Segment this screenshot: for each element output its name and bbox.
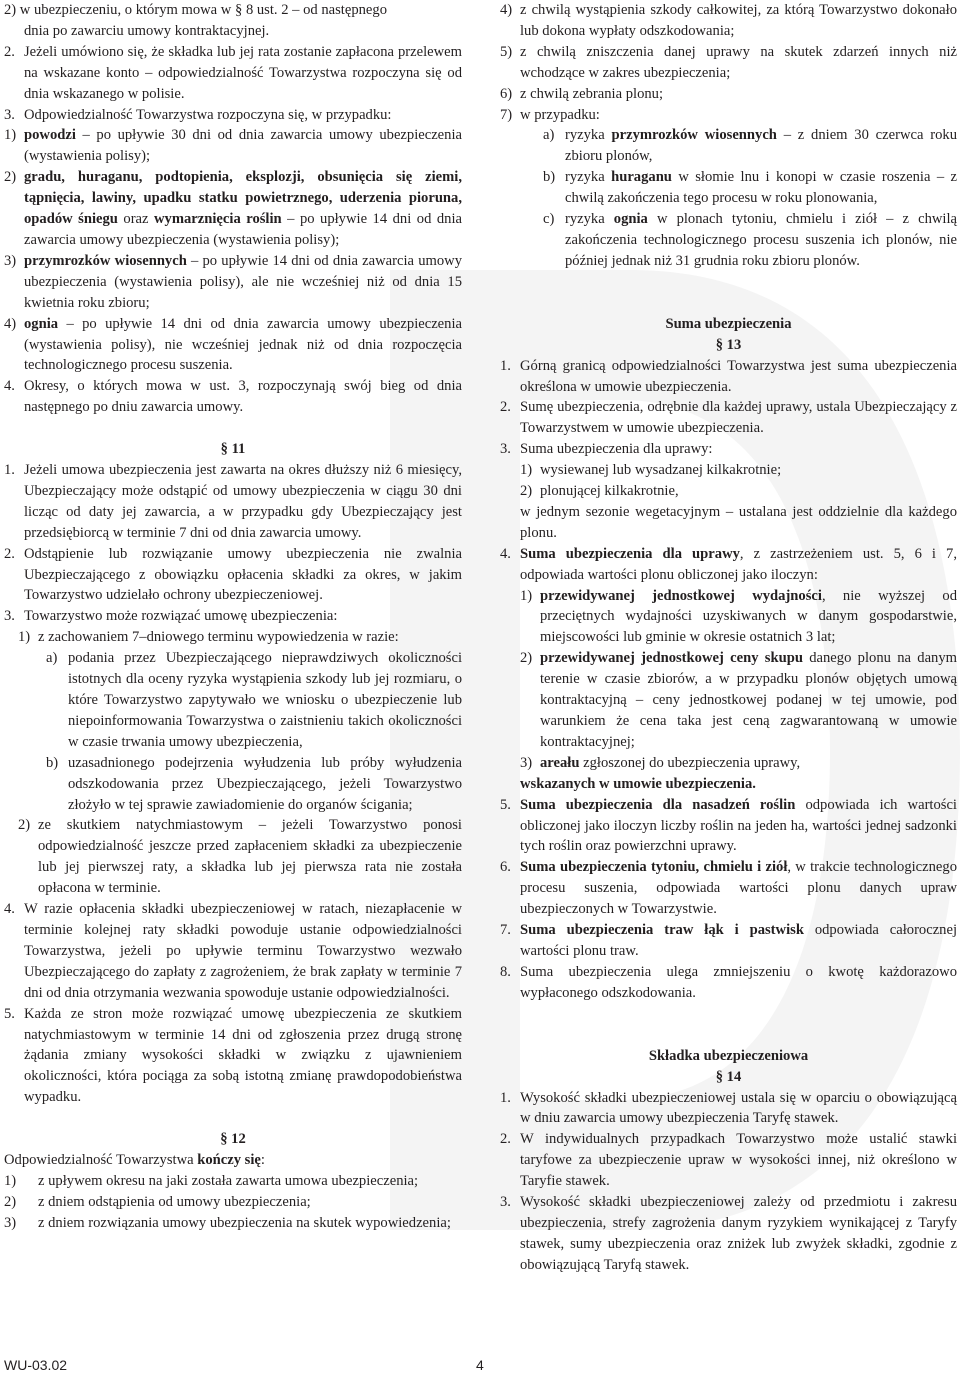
paragraph: 5. Suma ubezpieczenia dla nasadzeń roślin odpowiada ich wartości obliczonej jako iloczyn liczby roślin na jeden ha, wartości jednej sadzonki tych roślin oraz powierzchni uprawy. <box>500 796 957 855</box>
list-item: 1) powodzi – po upływie 30 dni od dnia zawarcia umowy ubezpieczenia (wystawienia polisy); <box>4 127 462 165</box>
list-item: b) uzasadnionego podejrzenia wyłudzenia lub próby wyłudzenia odszkodowania przez Ubezpieczającego, jeżeli Towarzystwo złożyło w tej sprawie zawiadomienie do organów ścigania; <box>46 754 462 813</box>
list-item: dnia po zawarciu umowy kontraktacyjnej. <box>24 22 270 39</box>
list-item: 1) wysiewanej lub wysadzanej kilkakrotnie; <box>520 462 782 479</box>
section-number: § 12 <box>220 1131 246 1148</box>
section-heading: Suma ubezpieczenia <box>665 315 792 332</box>
list-item: 7) w przypadku: <box>500 106 600 123</box>
paragraph: 2. Sumę ubezpieczenia, odrębnie dla każdej uprawy, ustala Ubezpieczający z Towarzystwem w umowie ubezpieczenia. <box>500 399 957 437</box>
paragraph: Odpowiedzialność Towarzystwa kończy się: <box>4 1152 265 1169</box>
list-item: 2) plonującej kilkakrotnie, <box>520 483 679 500</box>
paragraph: w jednym sezonie wegetacyjnym – ustalana jest oddzielnie dla każdego plonu. <box>520 503 957 541</box>
list-item: 2) ze skutkiem natychmiastowym – jeżeli Towarzystwo ponosi odpowiedzialność jeszcze przed zapłaceniem składki za ubezpieczenie lub jej pierwszej raty, a składka lub jej pierwsza rata nie została opłacona w terminie. <box>18 817 462 897</box>
section-heading: Składka ubezpieczeniowa <box>648 1047 809 1064</box>
paragraph: 3. Odpowiedzialność Towarzystwa rozpoczyna się, w przypadku: <box>4 106 392 123</box>
list-item: a) ryzyka przymrozków wiosennych – z dniem 30 czerwca roku zbioru plonów, <box>543 127 957 165</box>
section-number: § 14 <box>715 1068 742 1085</box>
list-item: 4) ognia – po upływie 14 dni od dnia zawarcia umowy ubezpieczenia (wystawienia polisy), nie wcześniej jednak niż od dnia rozpoczęcia technologicznego procesu suszenia. <box>4 315 462 374</box>
paragraph: 4. Suma ubezpieczenia dla uprawy, z zastrzeżeniem ust. 5, 6 i 7, odpowiada wartości plonu obliczonej jako iloczyn: <box>500 545 957 583</box>
list-item: 2) gradu, huraganu, podtopienia, eksplozji, obsunięcia się ziemi, tąpnięcia, lawiny, upadku statku powietrznego, uderzenia pioruna, opadów śniegu oraz wymarznięcia roślin – po upływie 14 dni od dnia zawarcia umowy ubezpieczenia (wystawienia polisy); <box>4 169 462 248</box>
list-item: 2) przewidywanej jednostkowej ceny skupu danego plonu na danym terenie w czasie zbiorów, a w przypadku plonów objętych umową kontraktacyjną – ceny jednostkowej podanej w tej umowie, pod warunkiem że cena taka jest ceną zagwarantowaną w umowie kontraktacyjnej; <box>520 650 957 750</box>
paragraph: 3. Towarzystwo może rozwiązać umowę ubezpieczenia: <box>4 608 338 625</box>
section-number: § 11 <box>220 441 246 458</box>
list-item: 6) z chwilą zebrania plonu; <box>500 85 664 102</box>
paragraph: 7. Suma ubezpieczenia traw łąk i pastwisk odpowiada całorocznej wartości plonu traw. <box>500 922 958 959</box>
list-item: b) ryzyka huraganu w słomie lnu i konopi w czasie roszenia – z chwilą zakończenia tego procesu w roku plonowania, <box>543 169 957 207</box>
list-item: 1) z zachowaniem 7–dniowego terminu wypowiedzenia w razie: <box>18 629 399 646</box>
list-item: 1) z upływem okresu na jaki została zawarta umowa ubezpieczenia; <box>4 1172 419 1189</box>
list-item: 3) z dniem rozwiązania umowy ubezpieczenia na skutek wypowiedzenia; <box>4 1214 451 1231</box>
paragraph: 6. Suma ubezpieczenia tytoniu, chmielu i ziół, w trakcie technologicznego procesu suszenia, odpowiada wartości plonu danych upraw ubezpieczonych w Towarzystwie. <box>500 859 957 918</box>
paragraph: wskazanych w umowie ubezpieczenia. <box>520 775 756 792</box>
right-column <box>500 0 957 1276</box>
list-item: a) podania przez Ubezpieczającego nieprawdziwych okoliczności istotnych dla oceny ryzyka wystąpienia szkody lub jej rozmiaru, o które Towarzystwo zapytywało we wniosku o ubezpieczenie lub niepoinformowania Towarzystwa o zaistnieniu takich okoliczności w czasie trwania umowy ubezpieczenia, <box>46 650 462 750</box>
list-item: 3) areału zgłoszonej do ubezpieczenia uprawy, <box>520 754 801 771</box>
list-item: 1) przewidywanej jednostkowej wydajności, nie wyższej od przeciętnych wydajności uzyskiwanych w danym gospodarstwie, miejscowości lub gminie w okresie ostatnich 3 lat; <box>520 587 957 646</box>
paragraph: 2. Jeżeli umówiono się, że składka lub jej rata zostanie zapłacona przelewem na wskazane konto – odpowiedzialność Towarzystwa rozpoczyna się od dnia wskazanego w polisie. <box>4 43 462 102</box>
paragraph: 5. Każda ze stron może rozwiązać umowę ubezpieczenia ze skutkiem natychmiastowym w terminie 14 dni od zgłoszenia przez drugą stronę żądania zmiany wysokości składki w związku z ujawnieniem okoliczności, która pociąga za sobą istotną zmianę prawdopodobieństwa wypadku. <box>4 1005 462 1106</box>
paragraph: 1. Jeżeli umowa ubezpieczenia jest zawarta na okres dłuższy niż 6 miesięcy, Ubezpieczający może odstąpić od umowy ubezpieczenia w ciągu 30 dni licząc od daty jej zawarcia, a w przypadku gdy Ubezpieczający jest przedsiębiorcą w terminie 7 dni od dnia zawarcia umowy. <box>4 462 462 541</box>
list-item: 3) przymrozków wiosennych – po upływie 14 dni od dnia zawarcia umowy ubezpieczenia (wystawienia polisy), ale nie wcześniej niż od dnia 15 kwietnia roku zbioru; <box>4 252 462 311</box>
paragraph: 1. Górną granicą odpowiedzialności Towarzystwa jest suma ubezpieczenia określona w umowie ubezpieczenia. <box>500 357 957 395</box>
paragraph: 1. Wysokość składki ubezpieczeniowej ustala się w oparciu o obowiązującą w dniu zawarcia umowy ubezpieczenia Taryfę stawek. <box>500 1089 957 1127</box>
paragraph: 3. Suma ubezpieczenia dla uprawy: <box>500 441 713 458</box>
page-number: 4 <box>476 1357 484 1373</box>
list-item: 2) z dniem odstąpienia od umowy ubezpieczenia; <box>4 1193 311 1210</box>
paragraph: 2. Odstąpienie lub rozwiązanie umowy ubezpieczenia nie zwalnia Ubezpieczającego z obowiązku opłacenia składki za okres, w jakim Towarzystwo udzielało ochrony ubezpieczeniowej. <box>4 545 462 604</box>
footer-code: WU-03.02 <box>4 1357 68 1373</box>
list-item: 4) z chwilą wystąpienia szkody całkowitej, za którą Towarzystwo dokonało lub dokona wypłaty odszkodowania; <box>500 2 957 39</box>
paragraph: 4. W razie opłacenia składki ubezpieczeniowej w ratach, niezapłacenie w terminie kolejnej raty składki powoduje ustanie odpowiedzialności Towarzystwa, jeżeli po upływie terminu Towarzystwo wezwało Ubezpieczającego do zapłaty z zagrożeniem, że brak zapłaty w terminie 7 dni od dnia otrzymania wezwania spowoduje ustanie odpowiedzialności. <box>4 901 462 1001</box>
section-number: § 13 <box>715 336 742 353</box>
paragraph: 4. Okresy, o których mowa w ust. 3, rozpoczynają swój bieg od dnia następnego po dniu zawarcia umowy. <box>4 378 462 416</box>
paragraph: 8. Suma ubezpieczenia ulega zmniejszeniu o kwotę każdorazowo wypłaconego odszkodowania. <box>500 963 957 1001</box>
left-column <box>4 0 462 1234</box>
paragraph: 2. W indywidualnych przypadkach Towarzystwo może ustalić stawki taryfowe za ubezpieczenie upraw w wysokości innej, niż określono w Taryfie stawek. <box>500 1131 957 1190</box>
list-item: c) ryzyka ognia w plonach tytoniu, chmielu i ziół – z chwilą zakończenia technologicznego procesu suszenia ich plonów, nie później jednak niż 31 grudnia roku zbioru plonów. <box>543 211 957 269</box>
list-item: 5) z chwilą zniszczenia danej uprawy na skutek zdarzeń innych niż wchodzące w zakres ubezpieczenia; <box>500 43 957 81</box>
paragraph: 3. Wysokość składki ubezpieczeniowej zależy od przedmiotu i zakresu ubezpieczenia, strefy zagrożenia danym ryzykiem wynikającej z Taryfy stawek, sumy ubezpieczenia oraz zniżek lub zwyżek składki, zgodnie z obowiązującą Taryfą stawek. <box>500 1194 957 1273</box>
list-item: 2) w ubezpieczeniu, o którym mowa w § 8 ust. 2 – od następnego <box>4 2 388 18</box>
